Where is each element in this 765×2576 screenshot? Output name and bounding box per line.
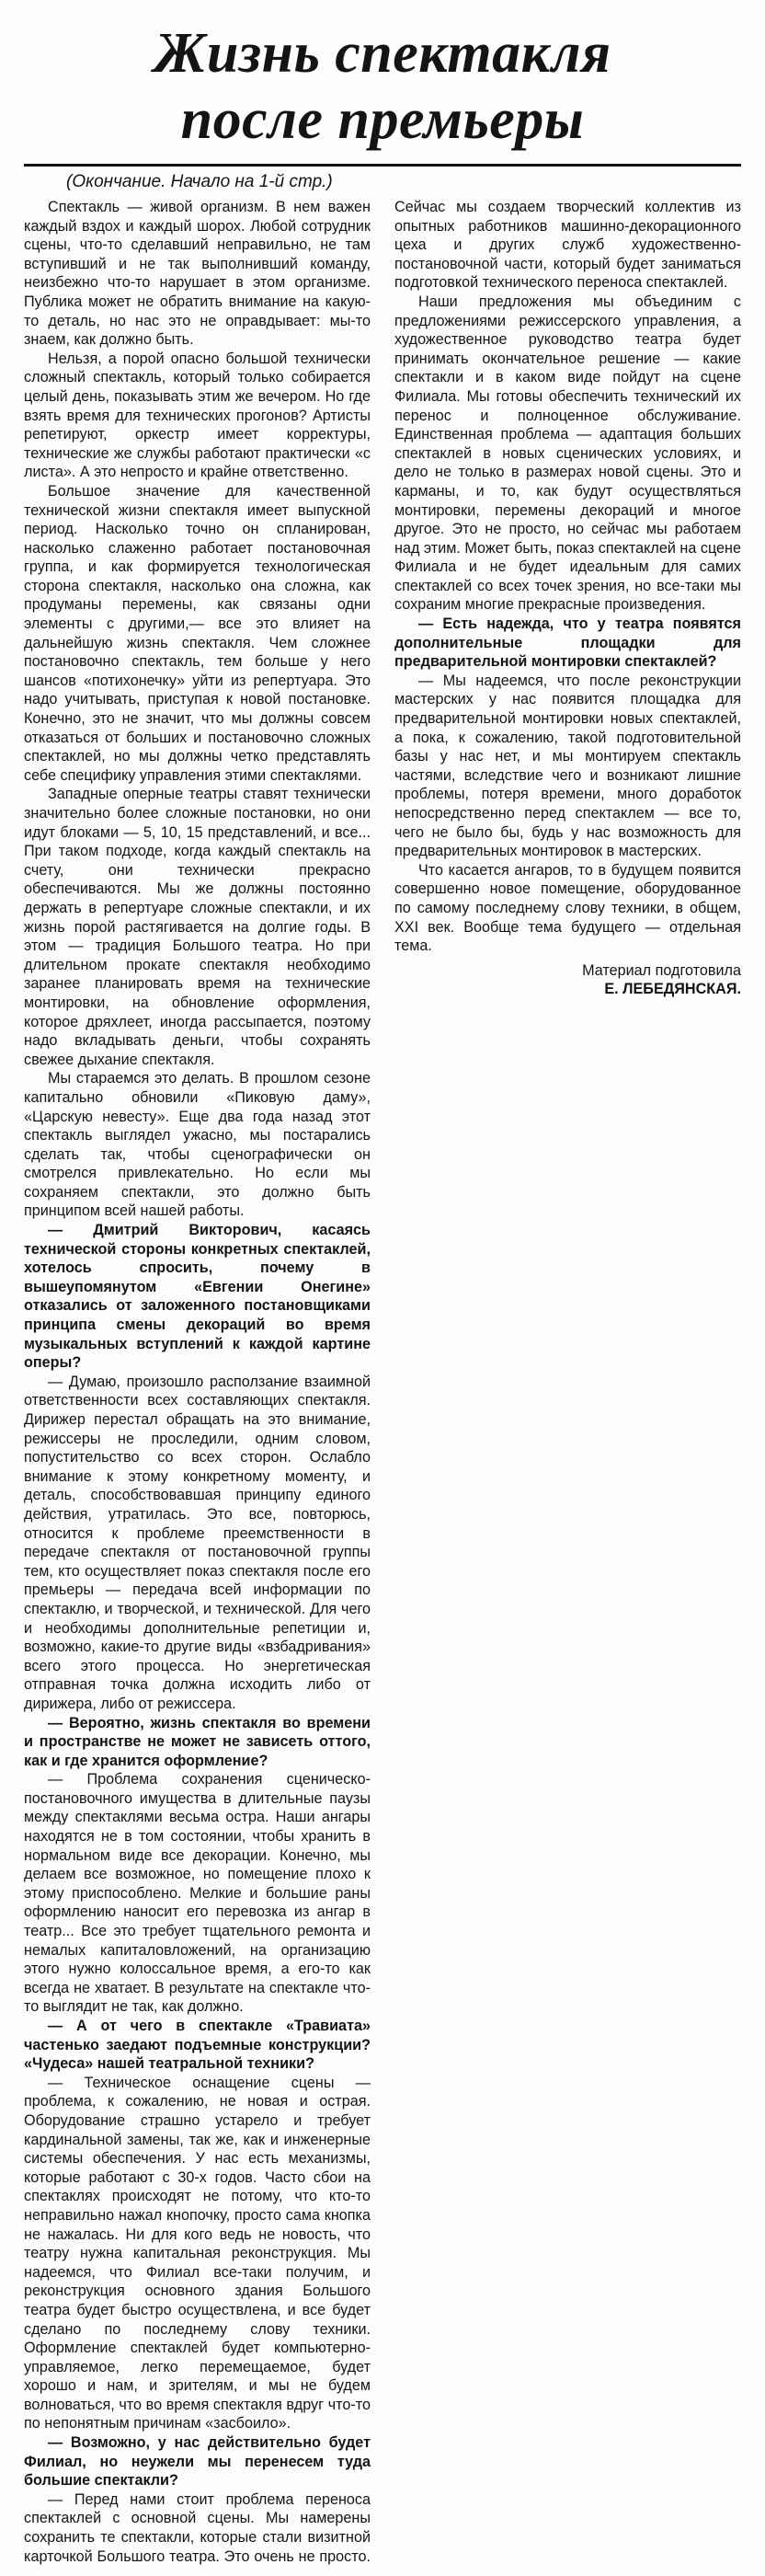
- article-paragraph: Спектакль — живой организм. В нем важен каждый вздох и каждый шорох. Любой сотрудник сцены, что-то сделавший неправильно, не там вступивший и не так выполнивший команду, неизбежно что-то нарушает в этом организме. Публика может не обратить внимание на какую-то деталь, но нас это не оправдывает: мы-то знаем, как должно быть.: [24, 199, 371, 349]
- interview-question: — Есть надежда, что у театра появятся дополнительные площадки для предварительной монтировки спектаклей?: [394, 615, 741, 671]
- signature: [394, 961, 741, 999]
- signature-prefix: Материал подготовила: [582, 961, 741, 979]
- interview-question: — Дмитрий Викторович, касаясь технической стороны конкретных спектаклей, хотелось спросить, почему в вышеупомянутом «Евгении Онегине» отказались от заложенного постановщиками принципа смены декораций во время музыкальных вступлений к каждой картине оперы?: [24, 1222, 371, 1372]
- continuation-note: (Окончание. Начало на 1-й стр.): [66, 172, 333, 191]
- article-paragraph: — Перед нами стоит проблема переноса спектаклей с основной сцены. Мы намерены сохранить те спектакли, которые стали визитной карточкой Большого театра. Это очень не просто. Сейчас мы создаем творческий коллектив из опытных работников машинно-декорационного цеха и других служб художественно-постановочной части, который будет заниматься подготовкой технического переноса спектаклей.: [24, 199, 741, 2565]
- article-paragraph: Нельзя, а порой опасно большой технически сложный спектакль, который только собирается целый день, показывать этим же вечером. Но где взять время для технических прогонов? Артисты репетируют, оркестр имеет корректуры, технические же службы работают практически «с листа». А это непросто и крайне ответственно.: [24, 350, 371, 481]
- article-paragraph: — Мы надеемся, что после реконструкции мастерских у нас появится площадка для предварительной монтировки новых спектаклей, а пока, к сожалению, такой подготовительной базы у нас нет, и мы монтируем спектакль частями, вследствие чего и возникают лишние проблемы, потеря времени, много доработок непосредственно перед спектаклем — все то, чего не было бы, будь у нас возможность для предварительных монтировок в мастерских.: [394, 672, 741, 860]
- article-paragraph: Большое значение для качественной технической жизни спектакля имеет выпускной период. Насколько точно он спланирован, насколько слаженно работает постановочная группа, и как формируется технологическая сторона спектакля, насколько она сложна, как продуманы перемены, как связаны одни элементы с другими,— все это влияет на дальнейшую жизнь спектакля. Чем сложнее постановочно спектакль, тем больше у него шансов «потихонечку» уйти из репертуара. Это надо учитывать, приступая к новой постановке. Конечно, это не значит, что мы должны совсем отказаться от больших и постановочно сложных спектаклей, но мы должны четко представлять себе специфику управления этими спектаклями.: [24, 482, 371, 784]
- article-paragraph: Что касается ангаров, то в будущем появится совершенно новое помещение, оборудованное по самому последнему слову техники, в общем, XXI век. Вообще тема будущего — отдельная тема.: [394, 861, 741, 955]
- signature-name: Е. ЛЕБЕДЯНСКАЯ.: [604, 981, 741, 998]
- article-body: [24, 198, 741, 2571]
- headline-line-2: после премьеры: [180, 88, 585, 151]
- headline-rule: [24, 164, 741, 167]
- article-paragraph: Мы стараемся это делать. В прошлом сезоне капитально обновили «Пиковую даму», «Царскую невесту». Еще два года назад этот спектакль выглядел ужасно, мы постарались сделать так, чтобы сценографически он смотрелся привлекательно. Но если мы сохраняем спектакли, это должно быть принципом всей нашей работы.: [24, 1070, 371, 1220]
- article-paragraph: Наши предложения мы объединим с предложениями режиссерского управления, а художественное руководство театра будет принимать окончательное решение — какие спектакли и в каком виде пойдут на сцене Филиала. Мы готовы обеспечить технический их перенос и полноценное обслуживание. Единственная проблема — адаптация больших спектаклей в новых сценических условиях, и дело не только в размерах новой сцены. Это и карманы, и то, как будут осуществляться монтировки, перемены декораций и многое другое. Это не просто, но сейчас мы работаем над этим. Может быть, показ спектаклей на сцене Филиала и не будет идеальным для самих спектаклей со всех точек зрения, но все-таки мы сохраним многие прекрасные произведения.: [394, 293, 741, 614]
- article-paragraph: — Проблема сохранения сценическо-постановочного имущества в длительные паузы между спектаклями весьма остра. Наши ангары находятся не в том состоянии, чтобы хранить в нормальном виде все декорации. Конечно, мы делаем все возможное, но помещение плохо к этому приспособлено. Мелкие и большие раны оформлению наносит его перевозка из ангар в театр... Все это требует тщательного ремонта и немалых капиталовложений, на организацию этого нужно колоссальное время, а его-то как всегда не хватает. В результате на спектакле что-то выглядит не так, как должно.: [24, 1771, 371, 2016]
- article-paragraph: Западные оперные театры ставят технически значительно более сложные постановки, но они идут блоками — 5, 10, 15 представлений, и все... При таком подходе, когда каждый спектакль на счету, они технически прекрасно обеспечиваются. Мы же должны постоянно держать в репертуаре сложные спектакли, и их жизнь порой растягивается на долгие годы. В этом — традиция Большого театра. Но при длительном прокате спектакля необходимо заранее планировать время на технические монтировки, на обновление оформления, которое дряхлеет, иногда рассыпается, поэтому надо вкладывать деньги, чтобы сохранять свежее дыхание спектакля.: [24, 786, 371, 1068]
- article-headline: [24, 0, 741, 153]
- interview-question: — А от чего в спектакле «Травиата» частенько заедают подъемные конструкции? «Чудеса» нашей театральной техники?: [24, 2018, 371, 2073]
- article-paragraph: — Думаю, произошло расползание взаимной ответственности всех составляющих спектакля. Дирижер перестал обращать на это внимание, режиссеры не проследили, одним словом, попустительство со всех сторон. Ослабло внимание к этому конкретному моменту, и деталь, способствовавшая принципу единого действия, утратилась. Это все, повторюсь, относится к проблеме преемственности в передаче спектакля от постановочной группы тем, кто осуществляет показ спектакля после его премьеры — передача всей информации по спектаклю, и творческой, и технической. Для чего и необходимы дополнительные репетиции и, возможно, какие-то другие виды «взбадривания» всего этого процесса. Но энергетическая отправная точка должна исходить либо от дирижера, либо от режиссера.: [24, 1373, 371, 1712]
- headline-line-1: Жизнь спектакля: [154, 22, 611, 85]
- article-paragraph: — Техническое оснащение сцены — проблема, к сожалению, не новая и острая. Оборудование страшно устарело и требует кардинальной замены, так же, как и инженерные системы обеспечения. У нас есть механизмы, которые работают с 30-х годов. Часто сбои на спектаклях происходят не потому, что кто-то неправильно нажал кнопочку, просто сама кнопка не нажалась. Ни для кого ведь не новость, что театру нужна капитальная реконструкция. Мы надеемся, что Филиал все-таки получим, и реконструкция основного здания Большого театра будет быстро осуществлена, и все будет сделано по последнему слову техники. Оформление спектаклей будет компьютерно-управляемое, легко перемещаемое, будет хорошо и нам, и зрителям, и мы не будем волноваться, что во время спектакля вдруг что-то по непонятным причинам «засбоило».: [24, 2074, 371, 2432]
- interview-question: — Вероятно, жизнь спектакля во времени и пространстве не может не зависеть оттого, как и где хранится оформление?: [24, 1714, 371, 1769]
- interview-question: — Возможно, у нас действительно будет Филиал, но неужели мы перенесем туда большие спектакли?: [24, 2434, 371, 2490]
